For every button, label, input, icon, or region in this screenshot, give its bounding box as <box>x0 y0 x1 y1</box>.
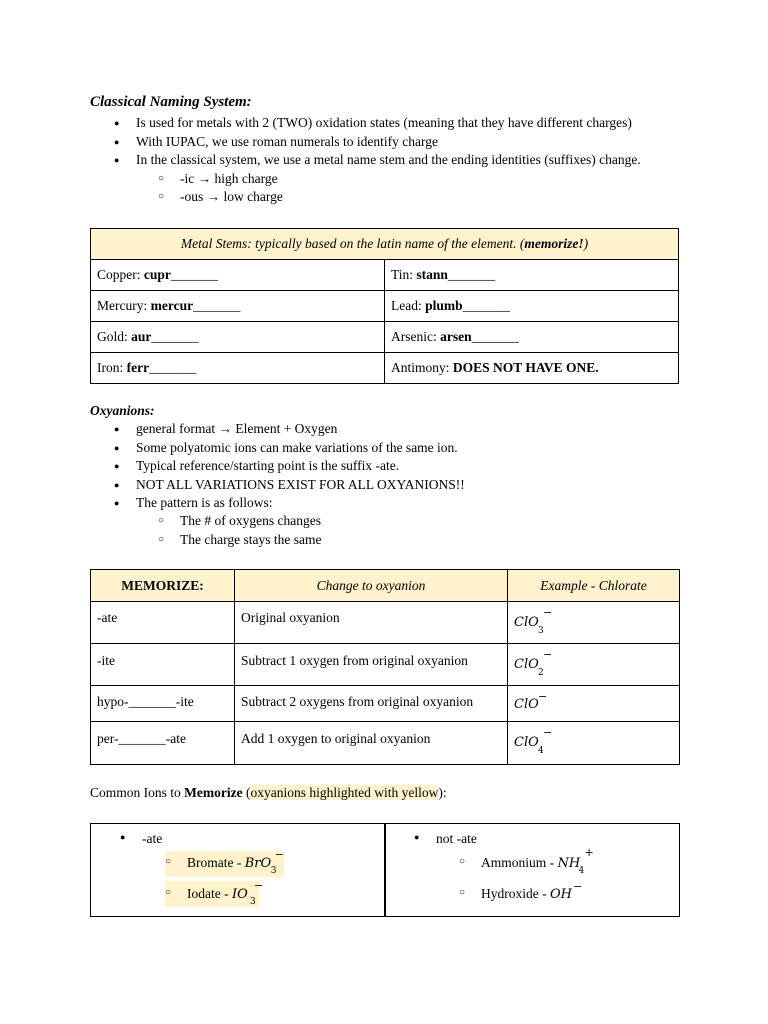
chemical-formula: BrO 3 − <box>244 848 284 876</box>
list-item: ○ -ic → high charge <box>90 170 641 189</box>
formula-cell <box>508 602 680 644</box>
chemical-formula: IO 3 − <box>231 879 264 907</box>
list-item: ● NOT ALL VARIATIONS EXIST FOR ALL OXYANIONS!! <box>90 476 465 494</box>
list-item: ● -ate <box>142 831 162 847</box>
list-item: ● The pattern is as follows: <box>90 494 465 513</box>
col-header-memorize: MEMORIZE: <box>91 570 235 602</box>
stem-cell-arsenic: Arsenic: arsen_______ <box>385 322 679 353</box>
list-item: ○ Hydroxide - OH − <box>481 886 572 902</box>
list-item: ○ -ous → low charge <box>90 188 641 207</box>
list-item: ● Is used for metals with 2 (TWO) oxidation states (meaning that they have different charges) <box>90 114 641 133</box>
list-item: ● not -ate <box>436 831 477 847</box>
oxyanions-heading: Oxyanions: <box>90 403 155 418</box>
formula-cell <box>508 644 680 686</box>
stem-cell-gold: Gold: aur_______ <box>91 322 385 353</box>
classical-heading: Classical Naming System: <box>90 94 252 110</box>
list-item: ● general format → Element + Oxygen <box>90 420 465 439</box>
suffix-cell: hypo-_______-ite <box>91 686 235 722</box>
suffix-cell: -ate <box>91 602 235 644</box>
change-cell: Subtract 1 oxygen from original oxyanion <box>235 644 508 686</box>
chemical-formula: ClO 4 − <box>514 726 553 756</box>
list-item: ○ The charge stays the same <box>90 531 465 550</box>
list-item: ○ The # of oxygens changes <box>90 512 465 531</box>
col-header-change: Change to oxyanion <box>235 570 508 602</box>
list-item: ○ Bromate - BrO 3 − <box>187 855 271 871</box>
oxyanions-bullet-list <box>90 420 465 550</box>
common-ions-intro: Common Ions to Memorize (oxyanions highlighted with yellow): <box>90 785 447 800</box>
chemical-formula: NH 4 + <box>557 846 594 876</box>
col-header-example: Example - Chlorate <box>508 570 680 602</box>
chemical-formula: ClO 3 − <box>514 606 553 636</box>
chemical-formula: ClO − <box>514 690 548 712</box>
chemical-formula: ClO 2 − <box>514 648 553 678</box>
stem-cell-tin: Tin: stann_______ <box>385 260 679 291</box>
formula-cell <box>508 722 680 765</box>
change-cell: Original oxyanion <box>235 602 508 644</box>
list-item: ● Some polyatomic ions can make variations of the same ion. <box>90 439 465 458</box>
stem-cell-lead: Lead: plumb_______ <box>385 291 679 322</box>
stem-cell-antimony: Antimony: DOES NOT HAVE ONE. <box>385 353 679 384</box>
classical-bullet-list <box>90 114 641 207</box>
stem-cell-copper: Copper: cupr_______ <box>91 260 385 291</box>
chemical-formula: OH − <box>549 880 583 902</box>
list-item: ● With IUPAC, we use roman numerals to identify charge <box>90 133 641 152</box>
list-item: ● Typical reference/starting point is the suffix -ate. <box>90 457 465 476</box>
list-item: ● In the classical system, we use a metal name stem and the ending identities (suffixes) change. <box>90 151 641 170</box>
stem-cell-mercury: Mercury: mercur_______ <box>91 291 385 322</box>
formula-cell <box>508 686 680 722</box>
highlight-note: oxyanions highlighted with yellow <box>250 785 439 800</box>
list-item: ○ Iodate - IO 3 − <box>187 886 248 902</box>
oxyanion-suffix-table <box>90 569 680 765</box>
stems-table-header: Metal Stems: typically based on the latin name of the element. (memorize!) <box>91 229 679 260</box>
stem-cell-iron: Iron: ferr_______ <box>91 353 385 384</box>
list-item: ○ Ammonium - NH 4 + <box>481 855 580 871</box>
change-cell: Subtract 2 oxygens from original oxyanion <box>235 686 508 722</box>
suffix-cell: per-_______-ate <box>91 722 235 765</box>
suffix-cell: -ite <box>91 644 235 686</box>
metal-stems-table <box>90 228 679 384</box>
change-cell: Add 1 oxygen to original oxyanion <box>235 722 508 765</box>
